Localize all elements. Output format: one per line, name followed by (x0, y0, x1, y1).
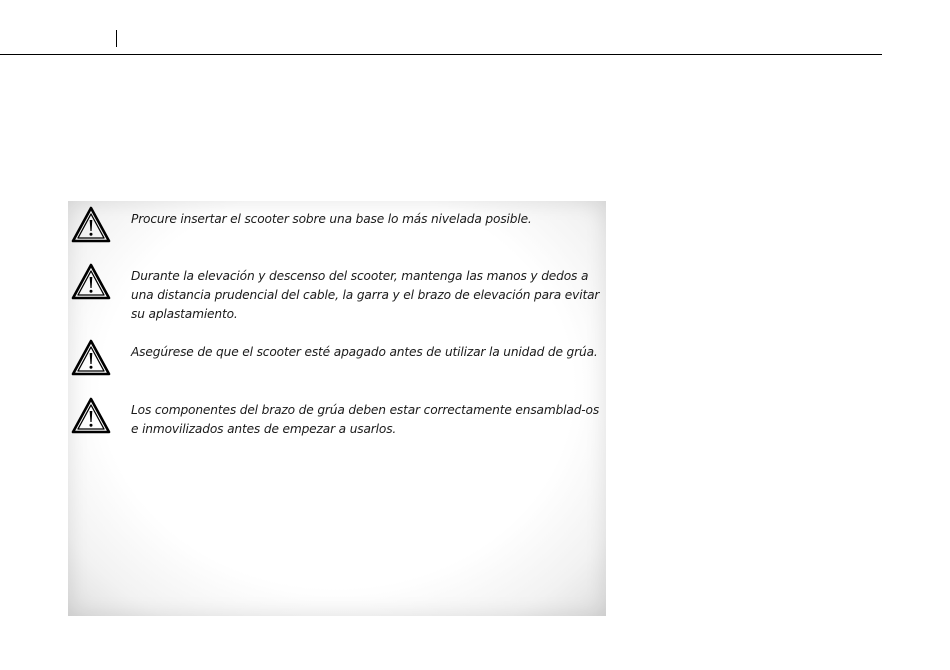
warning-triangle-icon (71, 339, 111, 377)
warning-text: Asegúrese de que el scooter esté apagado antes de utilizar la unidad de grúa. (131, 345, 598, 359)
warning-triangle-icon (71, 263, 111, 301)
warning-panel (68, 201, 606, 616)
header-divider-tick (116, 30, 117, 47)
warning-triangle-icon (71, 206, 111, 244)
warning-text: Durante la elevación y descenso del scooter, mantenga las manos y dedos a una distancia prudencial del cable, la garra y el brazo de elevación para evitar su aplastamiento. (131, 269, 600, 321)
warning-text: Procure insertar el scooter sobre una base lo más nivelada posible. (131, 212, 532, 226)
warning-text: Los componentes del brazo de grúa deben estar correctamente ensamblad-os e inmovilizados antes de empezar a usarlos. (131, 403, 600, 436)
header-rule (0, 54, 882, 55)
warning-triangle-icon (71, 397, 111, 435)
